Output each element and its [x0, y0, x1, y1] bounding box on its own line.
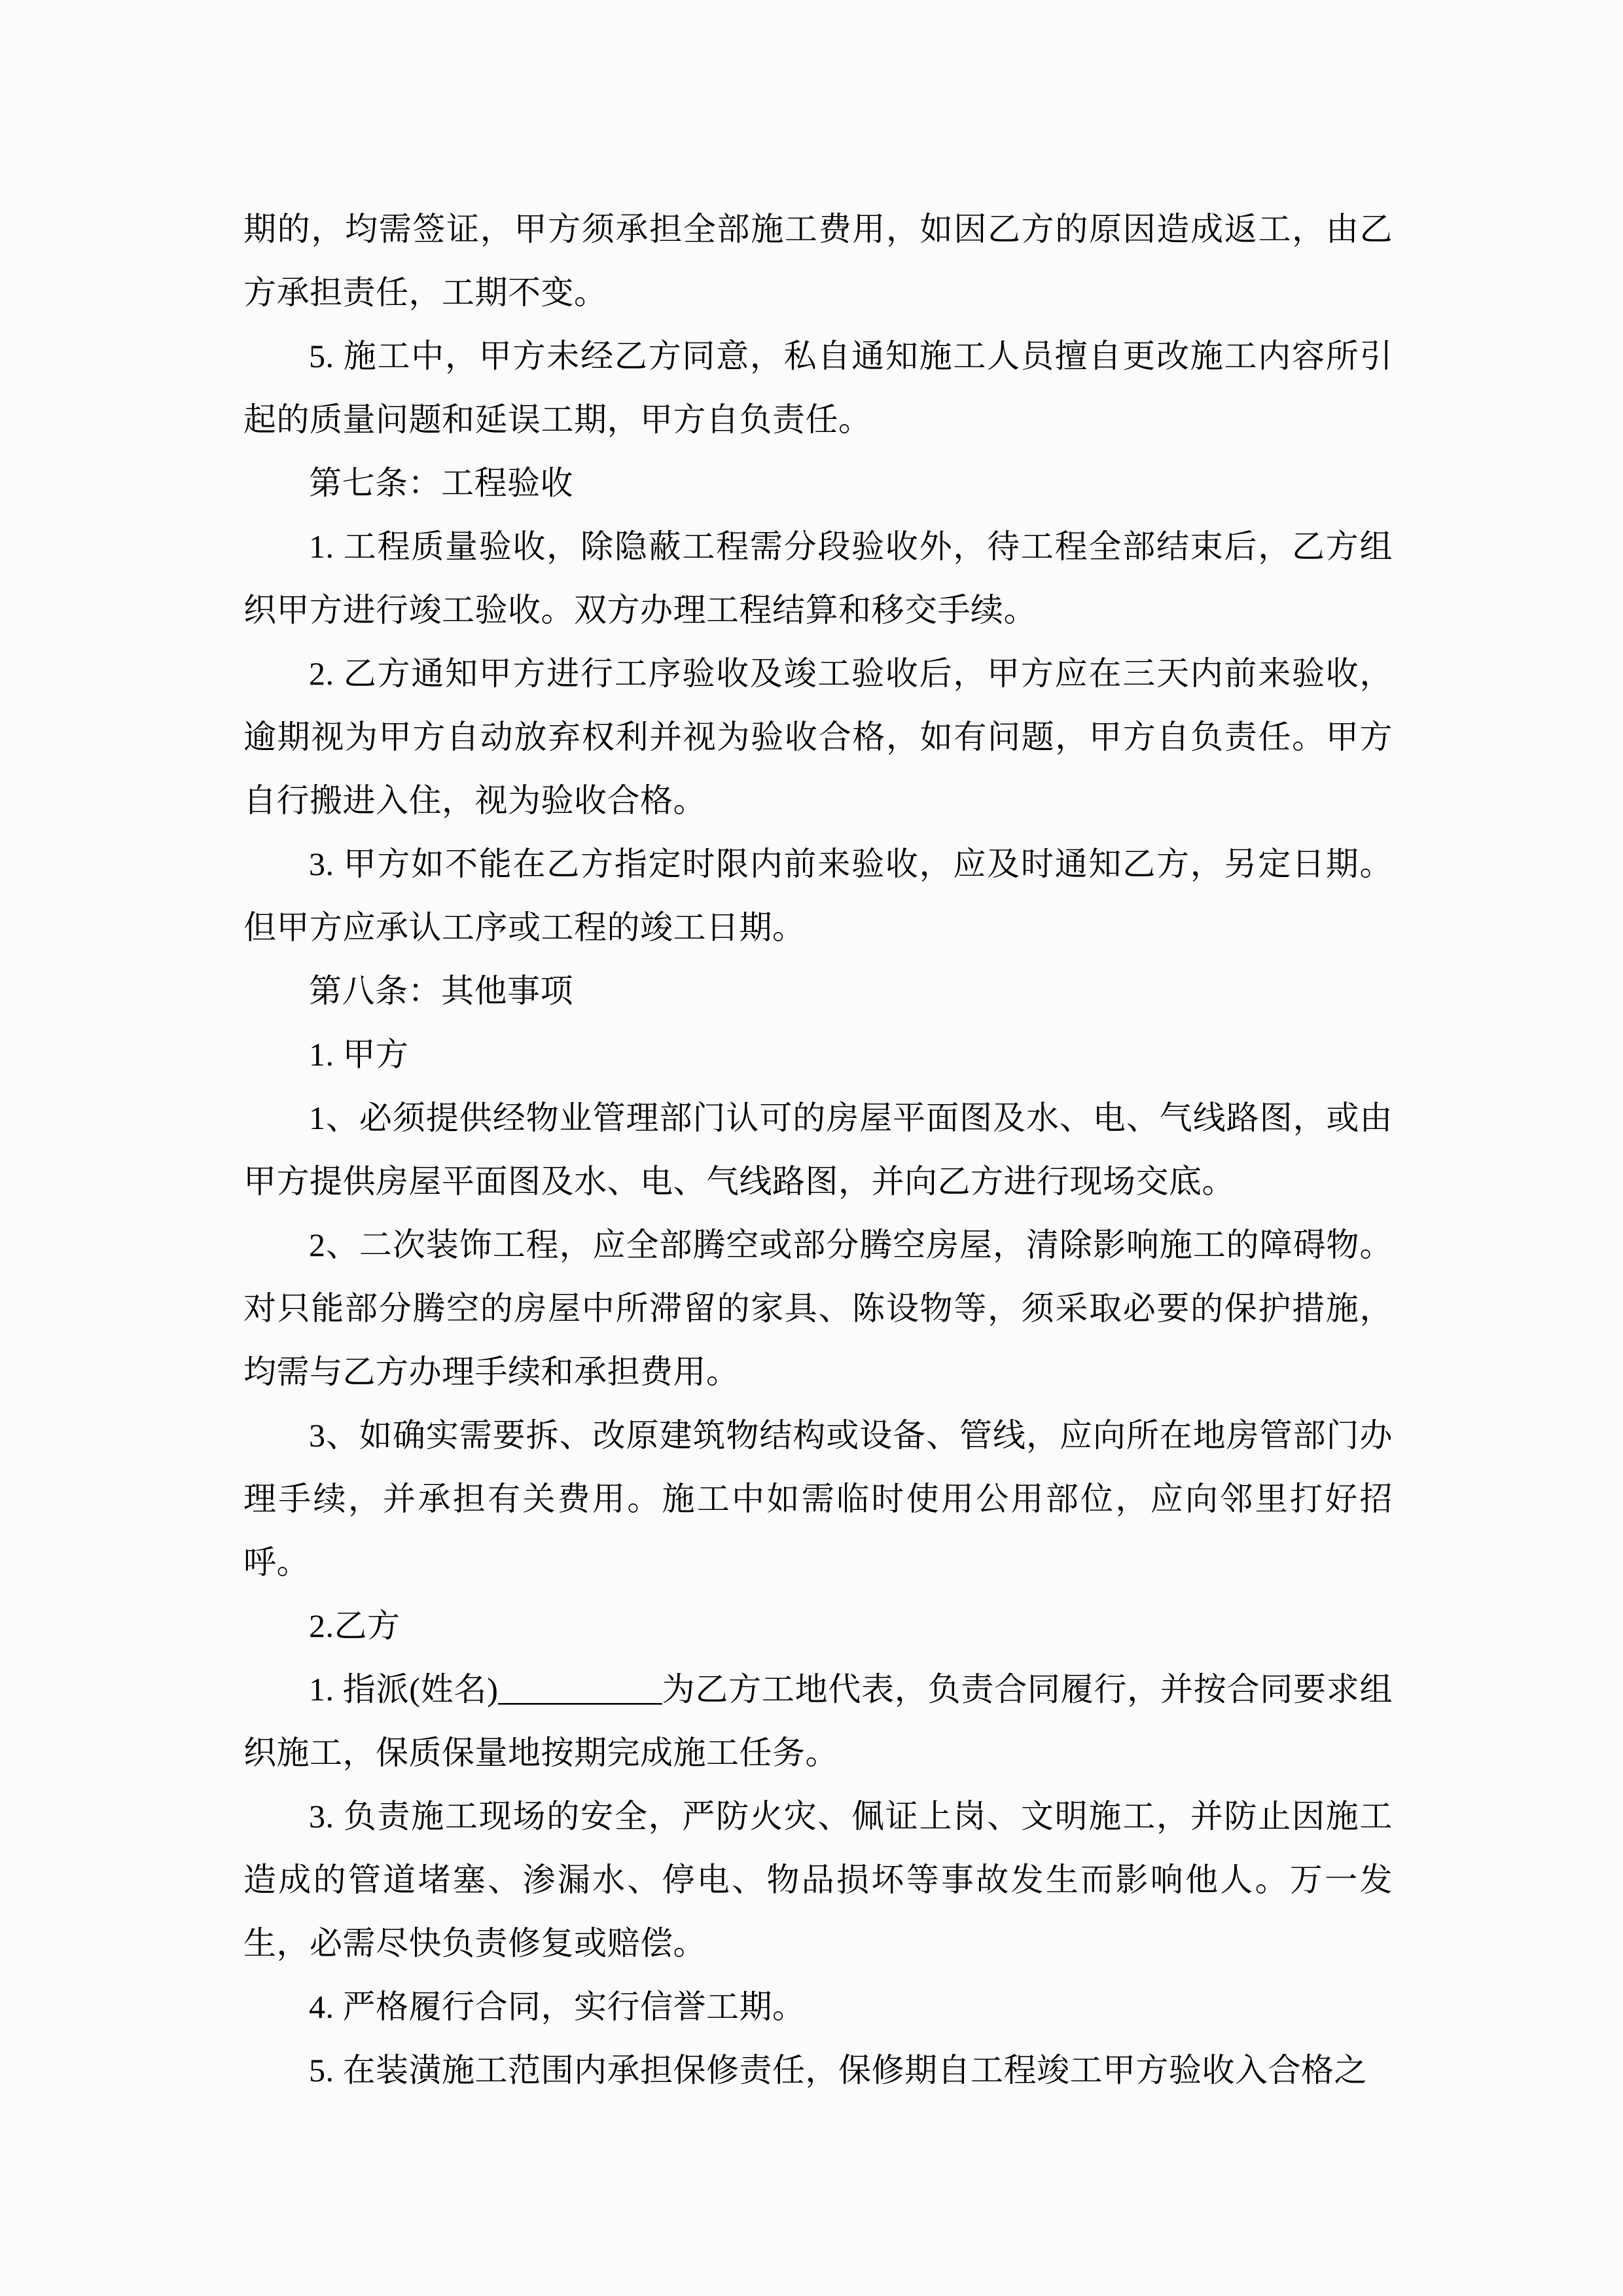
clause6-item5: 5. 施工中，甲方未经乙方同意，私自通知施工人员擅自更改施工内容所引起的质量问题和延误工期，甲方自负责任。	[243, 338, 1393, 438]
party-b-item4: 4. 严格履行合同，实行信誉工期。	[309, 1988, 806, 2025]
clause7-item2: 2. 乙方通知甲方进行工序验收及竣工验收后，甲方应在三天内前来验收，逾期视为甲方自动放弃权利并视为验收合格，如有问题，甲方自负责任。甲方自行搬进入住，视为验收合格。	[243, 655, 1393, 819]
clause7-item3: 3. 甲方如不能在乙方指定时限内前来验收，应及时通知乙方，另定日期。但甲方应承认工序或工程的竣工日期。	[243, 846, 1393, 946]
party-b-item3: 3. 负责施工现场的安全，严防火灾、佩证上岗、文明施工，并防止因施工造成的管道堵塞、渗漏水、停电、物品损坏等事故发生而影响他人。万一发生，必需尽快负责修复或赔偿。	[243, 1798, 1393, 1962]
party-a-item2: 2、二次装饰工程，应全部腾空或部分腾空房屋，清除影响施工的障碍物。对只能部分腾空的房屋中所滞留的家具、陈设物等，须采取必要的保护措施，均需与乙方办理手续和承担费用。	[243, 1227, 1393, 1390]
contract-text-block	[243, 198, 1393, 2102]
party-a-item1: 1、必须提供经物业管理部门认可的房屋平面图及水、电、气线路图，或由甲方提供房屋平面图及水、电、气线路图，并向乙方进行现场交底。	[243, 1100, 1393, 1200]
text-after-blank: 为乙方工地代表，负责合同履行，并按合同要求组织施工，保质保量地按期完成施工任务。	[243, 1671, 1393, 1771]
paragraph-carryover: 期的，均需签证，甲方须承担全部施工费用，如因乙方的原因造成返工，由乙方承担责任，工期不变。	[243, 211, 1393, 311]
clause8-heading: 第八条：其他事项	[309, 973, 573, 1009]
clause7-item1: 1. 工程质量验收，除隐蔽工程需分段验收外，待工程全部结束后，乙方组织甲方进行竣工验收。双方办理工程结算和移交手续。	[243, 528, 1393, 628]
text-before-blank: 1. 指派(姓名)	[309, 1671, 499, 1708]
party-b-item1	[243, 1658, 1393, 1785]
clause8-party-b-heading: 2.乙方	[309, 1607, 401, 1644]
party-b-item5: 5. 在装潢施工范围内承担保修责任，保修期自工程竣工甲方验收入合格之	[309, 2052, 1367, 2089]
party-a-item3: 3、如确实需要拆、改原建筑物结构或设备、管线，应向所在地房管部门办理手续，并承担有关费用。施工中如需临时使用公用部位，应向邻里打好招呼。	[243, 1417, 1393, 1581]
clause7-heading: 第七条：工程验收	[309, 465, 573, 501]
clause8-party-a-heading: 1. 甲方	[309, 1036, 409, 1073]
name-blank-field: __________	[498, 1671, 662, 1708]
